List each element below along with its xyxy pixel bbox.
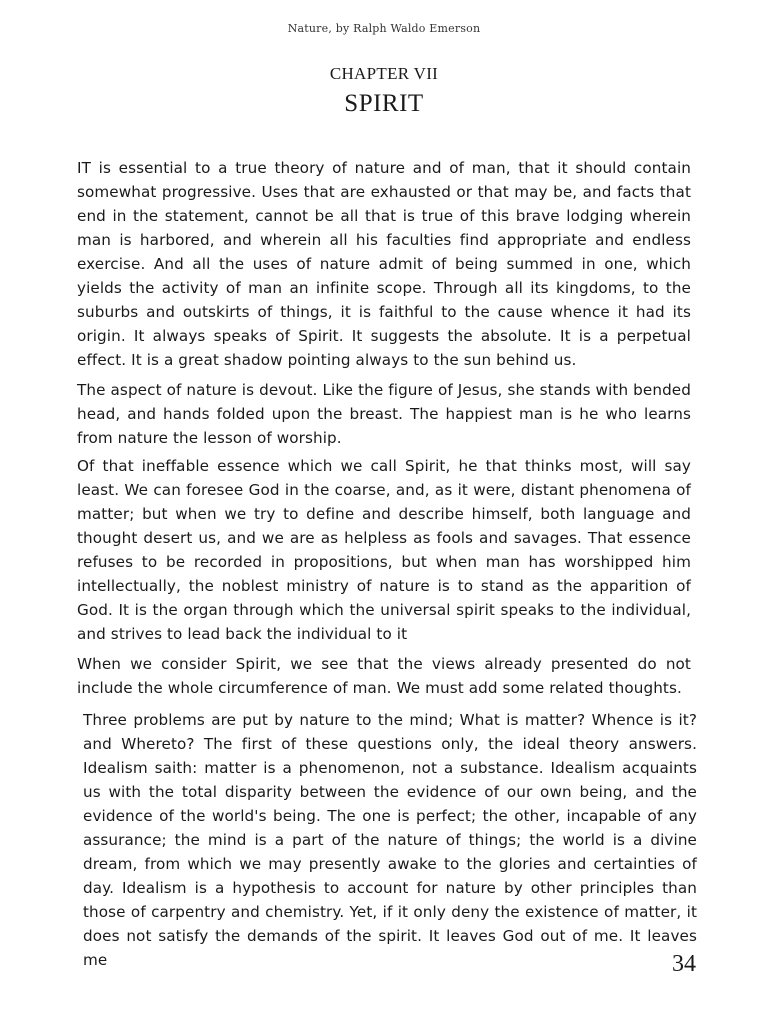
running-header: Nature, by Ralph Waldo Emerson bbox=[287, 22, 481, 35]
body-paragraph-5: Three problems are put by nature to the mind; What is matter? Whence is it? and Whereto? The first of these questions only, the ideal theory answers. Idealism saith: matter is a phenomenon, not a substance. Idealism acquaints us with the total disparity between the evidence of our own being, and the evidence of the world's being. The one is perfect; the other, incapable of any assurance; the mind is a part of the nature of things; the world is a divine dream, from which we may presently awake to the glories and certainties of day. Idealism is a hypothesis to account for nature by other principles than those of carpentry and chemistry. Yet, if it only deny the existence of matter, it does not satisfy the demands of the spirit. It leaves God out of me. It leaves me bbox=[83, 711, 697, 969]
page-number: 34 bbox=[672, 951, 696, 977]
body-paragraph-3: Of that ineffable essence which we call Spirit, he that thinks most, will say least. We can foresee God in the coarse, and, as it were, distant phenomena of matter; but when we try to define and describe himself, both language and thought desert us, and we are as helpless as fools and savages. That essence refuses to be recorded in propositions, but when man has worshipped him intellectually, the noblest ministry of nature is to stand as the apparition of God. It is the organ through which the universal spirit speaks to the individual, and strives to lead back the individual to it bbox=[77, 457, 691, 643]
body-paragraph-2: The aspect of nature is devout. Like the figure of Jesus, she stands with bended head, and hands folded upon the breast. The happiest man is he who learns from nature the lesson of worship. bbox=[77, 381, 691, 447]
body-paragraph-4: When we consider Spirit, we see that the views already presented do not include the whole circumference of man. We must add some related thoughts. bbox=[77, 655, 691, 697]
chapter-title: SPIRIT bbox=[344, 90, 424, 117]
body-paragraph-1: IT is essential to a true theory of nature and of man, that it should contain somewhat progressive. Uses that are exhausted or that may be, and facts that end in the statement, cannot be all that is true of this brave lodging wherein man is harbored, and wherein all his faculties find appropriate and endless exercise. And all the uses of nature admit of being summed in one, which yields the activity of man an infinite scope. Through all its kingdoms, to the suburbs and outskirts of things, it is faithful to the cause whence it had its origin. It always speaks of Spirit. It suggests the absolute. It is a perpetual effect. It is a great shadow pointing always to the sun behind us. bbox=[77, 159, 691, 369]
chapter-label: CHAPTER VII bbox=[329, 64, 439, 83]
